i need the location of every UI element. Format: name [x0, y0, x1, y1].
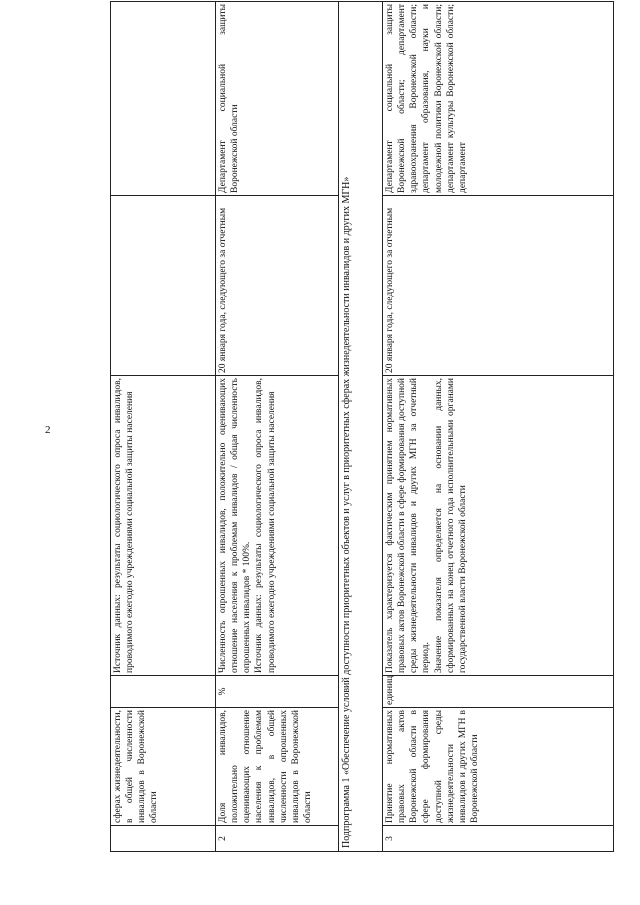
table-row [111, 2, 216, 852]
indicators-table [110, 1, 614, 852]
deadline-cell: 20 января года, следующего за отчетным [216, 196, 339, 376]
unit-cell [111, 676, 216, 708]
indicator-name-cell: сферах жизнедеятельности, в общей численности инвалидов в Воронежской области [111, 708, 216, 826]
method-paragraph: Численность опрошенных инвалидов, положительно оценивающих отношение населения к проблемам инвалидов / общая численность опрошенных инвалидов * 100%. [218, 378, 253, 673]
table-row [216, 2, 339, 852]
indicator-name-cell: Доля инвалидов, положительно оценивающих отношение населения к проблемам инвалидов, в общей численности опрошенных инвалидов в Воронежской области [216, 708, 339, 826]
deadline-cell [111, 196, 216, 376]
section-row [339, 2, 383, 852]
method-cell [383, 376, 614, 676]
method-cell [111, 376, 216, 676]
row-number-cell: 3 [383, 826, 614, 852]
method-cell [216, 376, 339, 676]
method-paragraph: Показатель характеризуется фактическим принятием нормативных правовых актов Воронежской области в сфере формирования доступной среды жизнедеятельности инвалидов и других МГН за отчетный период. [385, 378, 432, 673]
responsible-cell: Департамент социальной защиты Воронежской области; департамент здравоохранения Воронежской области; департамент образования, науки и молодежной политики Воронежской области; департамент культуры Воронежской области; департамент [383, 2, 614, 196]
deadline-cell: 20 января года, следующего за отчетным [383, 196, 614, 376]
table-row [383, 2, 614, 852]
responsible-cell: Департамент социальной защиты Воронежской области [216, 2, 339, 196]
method-paragraph: Источник данных: результаты социологического опроса инвалидов, проводимого ежегодно учреждениями социальной защиты населения [113, 378, 136, 673]
row-number-cell [111, 826, 216, 852]
responsible-cell [111, 2, 216, 196]
method-paragraph: Значение показателя определяется на основании данных, сформированных на конец отчетного года исполнительными органами государственной власти Воронежской области [433, 378, 468, 673]
method-paragraph: Источник данных: результаты социологического опроса инвалидов, проводимого ежегодно учреждениями социальной защиты населения [254, 378, 277, 673]
unit-cell: % [216, 676, 339, 708]
indicator-name-cell: Принятие нормативных правовых актов Воронежской области в сфере формирования доступной среды жизнедеятельности инвалидов и других МГН в Воронежской области [383, 708, 614, 826]
subprogram-title: Подпрограмма 1 «Обеспечение условий доступности приоритетных объектов и услуг в приоритетных сферах жизнедеятельности инвалидов и других МГН» [339, 2, 383, 852]
rotated-page-content [110, 2, 605, 852]
row-number-cell: 2 [216, 826, 339, 852]
page-number: 2 [45, 424, 51, 436]
unit-cell: единиц [383, 676, 614, 708]
